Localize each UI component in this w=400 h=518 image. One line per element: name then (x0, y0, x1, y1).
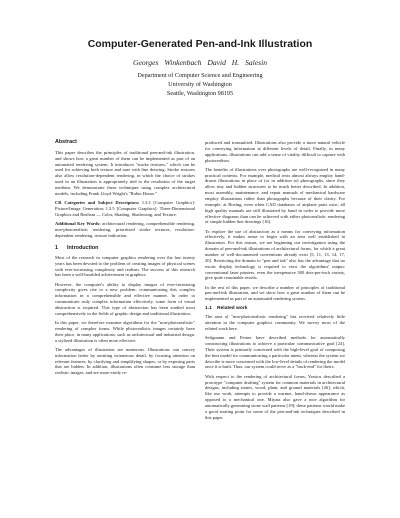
keywords-text: architectural rendering, comprehensible rendering, non-photorealistic rendering, prioritized stroke textures, resolution-dependent rendering, texture indication. (55, 220, 195, 238)
keywords (55, 221, 195, 239)
paper-title: Computer-Generated Pen-and-Ink Illustration (87, 38, 313, 50)
left-column (55, 140, 195, 379)
abstract-heading: Abstract (55, 139, 77, 145)
intro-paragraph-3: In this paper, we therefore examine algorithms for the "non-photorealistic" rendering of complex forms. While photorealistic images certainly have their place, in many applications, such as architectural and industrial design, a stylized illustration is often more effective. (55, 320, 195, 343)
right-paragraph-1: produced and transmitted. Illustrations also provide a more natural vehicle for conveying information at different levels of detail. Finally, in many applications, illustrations can add a sense of vitality difficult to capture with photorealism. (205, 140, 345, 163)
paper-affiliation (0, 72, 400, 98)
intro-heading (55, 246, 195, 252)
right-paragraph-3: To explore the use of abstraction as a means for conveying information effectively, it makes sense to begin with an area well established in illustration. For this reason, we are beginning our investigation using the domain of pen-and-ink illustrations of architectural forms, for which a great number of well-documented conventions already exist [5, 11, 13, 14, 17, 20]. Restricting the domain to "pen and ink" also has the advantage that no exotic display technology is required to view the algorithms' output: conventional laser printers, even the inexpensive 300 dots-per-inch variety, give quite reasonable results. (205, 228, 345, 281)
affiliation-department: Department of Computer Science and Engineering (137, 72, 263, 79)
intro-paragraph-4: The advantages of illustration are numerous. Illustrations can convey information better by omitting extraneous detail, by focusing attention on relevant features, by clarifying and simplifying shapes, or by exposing parts that are hidden. In addition, illustrations often consume less storage than realistic images, and are more easily re- (55, 346, 195, 376)
related-work-number: 1.1 (205, 305, 212, 311)
right-paragraph-4: In the rest of this paper, we describe a number of principles of traditional pen-and-ink illustration, and we show how a great number of them can be implemented as part of an automated rendering system. (205, 284, 345, 302)
paper-authors: Georges Winkenbach David H. Salesin (132, 58, 268, 67)
cr-categories-label: CR Categories and Subject Descriptors: (55, 199, 140, 205)
related-work-title: Related work (217, 305, 248, 311)
right-paragraph-7: With respect to the rendering of architectural forms, Yessios described a prototype "computer drafting" system for common materials in architectural designs, including stones, wood, plant, and ground materials [26], which, like our work, attempts to provide a warmer, hand-drawn appearance as opposed to a mechanical one. Miyata also gave a nice algorithm for automatically generating stone wall patterns [19]; these patterns would make a good starting point for some of the pen-and-ink techniques described in this paper. (205, 373, 345, 420)
affiliation-city: Seattle, Washington 98195 (166, 89, 234, 97)
right-paragraph-6: Seligmann and Feiner have described methods for automatically constructing illustrations to achieve a particular communicative goal [24]. Their system is primarily concerned with the high-level goal of composing the best model for communicating a particular intent, whereas the system we describe is more concerned with the low-level details of rendering the model once it is built. Thus, our system could serve as a "back-end" for theirs. (205, 335, 345, 370)
cr-categories (55, 200, 195, 218)
intro-section-number: 1 (55, 244, 58, 251)
keywords-label: Additional Key Words: (55, 220, 101, 226)
intro-section-title: Introduction (67, 244, 99, 251)
right-paragraph-5: The area of "non-photorealistic rendering" has received relatively little attention in the computer graphics community. We survey most of the related work here. (205, 314, 345, 332)
related-work-heading (205, 306, 345, 312)
cr-categories-text: I.3.3 [Computer Graphics]: Picture/Image Generation; I.3.5 [Computer Graphics]: Three-Dimensional Graphics and Realism — Color, Shading, Shadowing, and Texture. (55, 199, 195, 217)
intro-paragraph-1: Most of the research in computer graphics rendering over the last twenty years has been devoted to the problem of creating images of physical scenes with ever-increasing complexity and realism. The success of this research has been a well-heralded achievement in graphics. (55, 254, 195, 278)
right-paragraph-2: The benefits of illustrations over photographs are well-recognized in many practical contexts. For example, medical texts almost always employ hand-drawn illustrations in place of (or in addition to) photographs, since they allow tiny and hidden structures to be much better described. In addition, most assembly, maintenance, and repair manuals of mechanical hardware employ illustrations rather than photographs because of their clarity. For example, at Boeing, even when CAD databases of airplane parts exist, all high quality manuals are still illustrated by hand in order to provide more effective diagrams than can be achieved with either photorealistic rendering or simple hidden line drawings [16]. (205, 166, 345, 225)
abstract-body: This paper describes the principles of traditional pen-and-ink illustration, and shows how a great number of them can be implemented as part of an automated rendering system. It introduces "stroke textures," which can be used for achieving both texture and tone with line drawing. Stroke textures also allow resolution-dependent rendering, in which the choice of strokes used in an illustration is appropriately tied to the resolution of the target medium. We demonstrate these techniques using complex architectural models, including Frank Lloyd Wright's "Robie House." (55, 149, 195, 196)
affiliation-university: University of Washington (168, 80, 232, 88)
intro-paragraph-2: However, the computer's ability to display images of ever-increasing complexity gives rise to a new problem: communicating this complex information in a comprehensible and effective manner. In order to communicate truly complex information effectively, some form of visual abstraction is required. This type of abstraction has been studied most comprehensively in the fields of graphic design and traditional illustration. (55, 281, 195, 316)
right-column (205, 140, 345, 424)
